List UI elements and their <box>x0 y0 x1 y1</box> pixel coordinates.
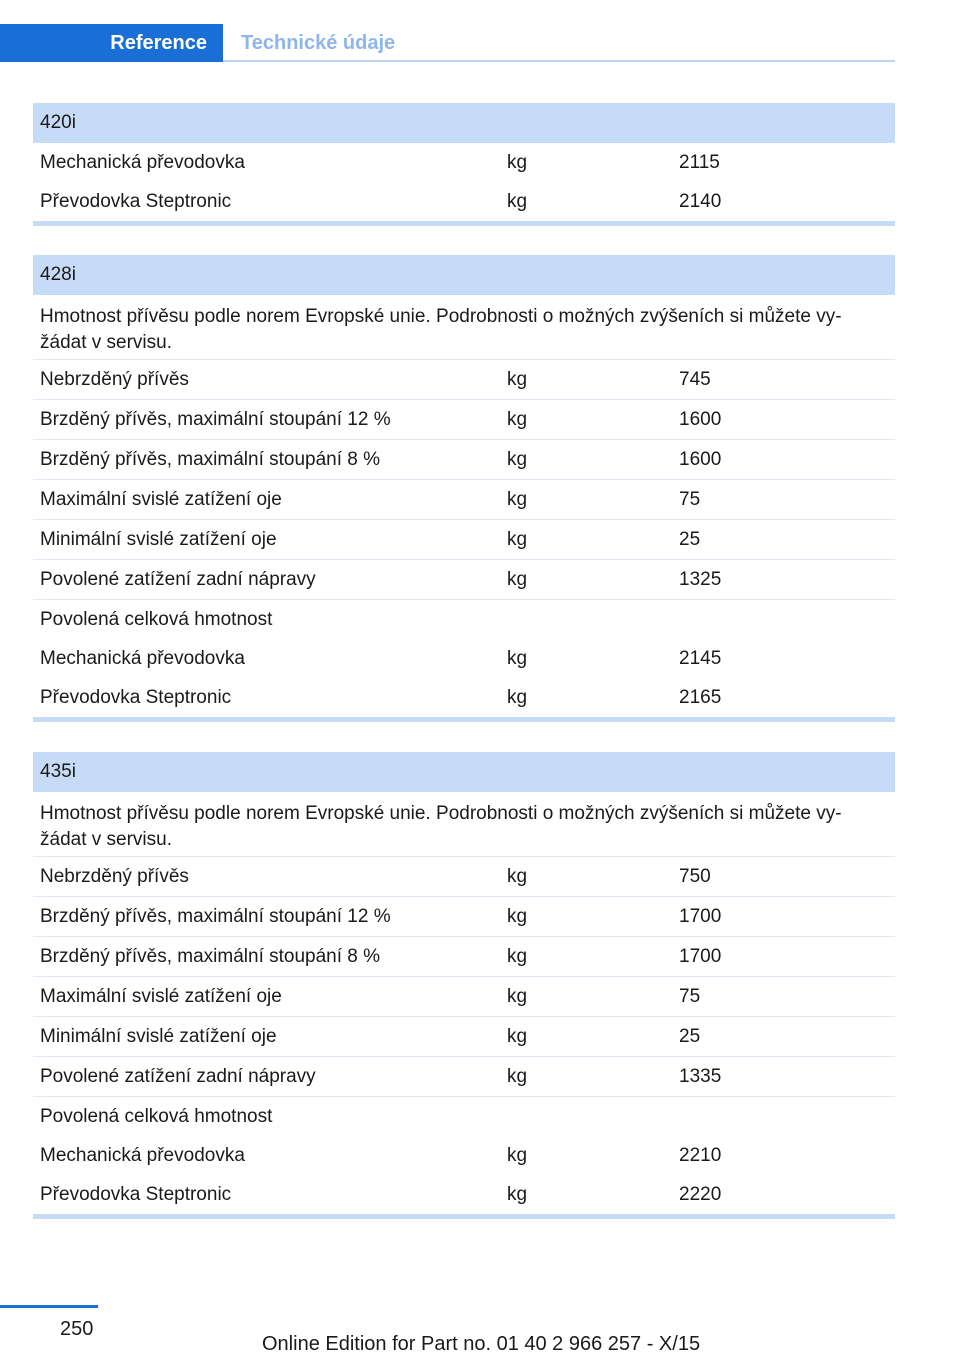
row-label: Převodovka Steptronic <box>40 190 232 212</box>
table-row <box>33 1097 895 1136</box>
row-value: 750 <box>679 865 711 887</box>
row-unit: kg <box>507 190 528 212</box>
row-value: 745 <box>679 368 711 390</box>
row-value: 1700 <box>679 945 722 967</box>
table-row <box>33 480 895 520</box>
row-value: 1335 <box>679 1065 722 1087</box>
row-label: Převodovka Steptronic <box>40 686 232 708</box>
row-unit: kg <box>507 568 528 590</box>
row-unit: kg <box>507 1144 528 1166</box>
table-note-row <box>33 295 895 360</box>
row-value: 2210 <box>679 1144 722 1166</box>
row-unit: kg <box>507 686 528 708</box>
table-row <box>33 440 895 480</box>
row-value: 25 <box>679 1025 701 1047</box>
table-row <box>33 143 895 182</box>
row-label: Převodovka Steptronic <box>40 1183 232 1205</box>
row-value: 2115 <box>679 151 720 173</box>
table-row <box>33 1017 895 1057</box>
row-label: Povolené zatížení zadní nápravy <box>40 568 316 590</box>
table-title: 428i <box>33 255 895 295</box>
table-title: 435i <box>33 752 895 792</box>
row-value: 2140 <box>679 190 722 212</box>
row-unit: kg <box>507 647 528 669</box>
row-label: Povolená celková hmotnost <box>40 1105 273 1127</box>
table-note: Hmotnost přívěsu podle norem Evropské unie. Podrobnosti o možných zvýšeních si můžete vy- žádat v servisu. <box>40 306 842 353</box>
row-value: 1600 <box>679 408 722 430</box>
row-unit: kg <box>507 945 528 967</box>
table-bottom-rule <box>33 1214 895 1219</box>
table-428i <box>33 255 895 722</box>
table-row <box>33 520 895 560</box>
row-unit: kg <box>507 528 528 550</box>
row-value: 25 <box>679 528 701 550</box>
table-row <box>33 1175 895 1214</box>
row-unit: kg <box>507 1025 528 1047</box>
row-label: Brzděný přívěs, maximální stoupání 8 % <box>40 945 381 967</box>
table-row <box>33 400 895 440</box>
row-unit: kg <box>507 488 528 510</box>
row-label: Maximální svislé zatížení oje <box>40 985 282 1007</box>
row-value: 2165 <box>679 686 722 708</box>
row-label: Nebrzděný přívěs <box>40 865 189 887</box>
table-row <box>33 977 895 1017</box>
table-row <box>33 678 895 717</box>
row-unit: kg <box>507 448 528 470</box>
row-value: 2220 <box>679 1183 722 1205</box>
table-row <box>33 1057 895 1097</box>
header-divider <box>223 60 895 62</box>
row-label: Brzděný přívěs, maximální stoupání 12 % <box>40 408 391 430</box>
page-header <box>0 24 895 62</box>
edition-text: Online Edition for Part no. 01 40 2 966 257 - X/15 <box>262 1333 701 1355</box>
tab-reference[interactable]: Reference <box>0 24 223 62</box>
row-label: Povolené zatížení zadní nápravy <box>40 1065 316 1087</box>
table-row <box>33 897 895 937</box>
row-value: 2145 <box>679 647 722 669</box>
table-row <box>33 182 895 221</box>
row-unit: kg <box>507 905 528 927</box>
table-bottom-rule <box>33 717 895 722</box>
table-row <box>33 1136 895 1175</box>
row-value: 75 <box>679 488 701 510</box>
page-number: 250 <box>60 1318 94 1340</box>
table-435i <box>33 752 895 1219</box>
row-label: Povolená celková hmotnost <box>40 608 273 630</box>
row-label: Minimální svislé zatížení oje <box>40 1025 277 1047</box>
table-row <box>33 937 895 977</box>
row-label: Minimální svislé zatížení oje <box>40 528 277 550</box>
table-bottom-rule <box>33 221 895 226</box>
tab-technical-data[interactable]: Technické údaje <box>241 31 396 54</box>
table-title: 420i <box>33 103 895 143</box>
row-unit: kg <box>507 1183 528 1205</box>
table-row <box>33 560 895 600</box>
row-unit: kg <box>507 985 528 1007</box>
row-value: 1325 <box>679 568 722 590</box>
table-row <box>33 857 895 897</box>
row-unit: kg <box>507 1065 528 1087</box>
row-value: 75 <box>679 985 701 1007</box>
row-label: Brzděný přívěs, maximální stoupání 8 % <box>40 448 381 470</box>
row-unit: kg <box>507 151 528 173</box>
row-label: Brzděný přívěs, maximální stoupání 12 % <box>40 905 391 927</box>
table-note: Hmotnost přívěsu podle norem Evropské unie. Podrobnosti o možných zvýšeních si můžete vy- žádat v servisu. <box>40 803 842 850</box>
row-label: Nebrzděný přívěs <box>40 368 189 390</box>
row-unit: kg <box>507 408 528 430</box>
table-row <box>33 360 895 400</box>
footer-accent-line <box>0 1305 98 1308</box>
row-label: Mechanická převodovka <box>40 1144 245 1166</box>
row-unit: kg <box>507 368 528 390</box>
row-label: Maximální svislé zatížení oje <box>40 488 282 510</box>
table-row <box>33 639 895 678</box>
table-row <box>33 600 895 639</box>
table-420i <box>33 103 895 226</box>
row-unit: kg <box>507 865 528 887</box>
row-label: Mechanická převodovka <box>40 151 245 173</box>
row-label: Mechanická převodovka <box>40 647 245 669</box>
row-value: 1600 <box>679 448 722 470</box>
row-value: 1700 <box>679 905 722 927</box>
table-note-row <box>33 792 895 857</box>
